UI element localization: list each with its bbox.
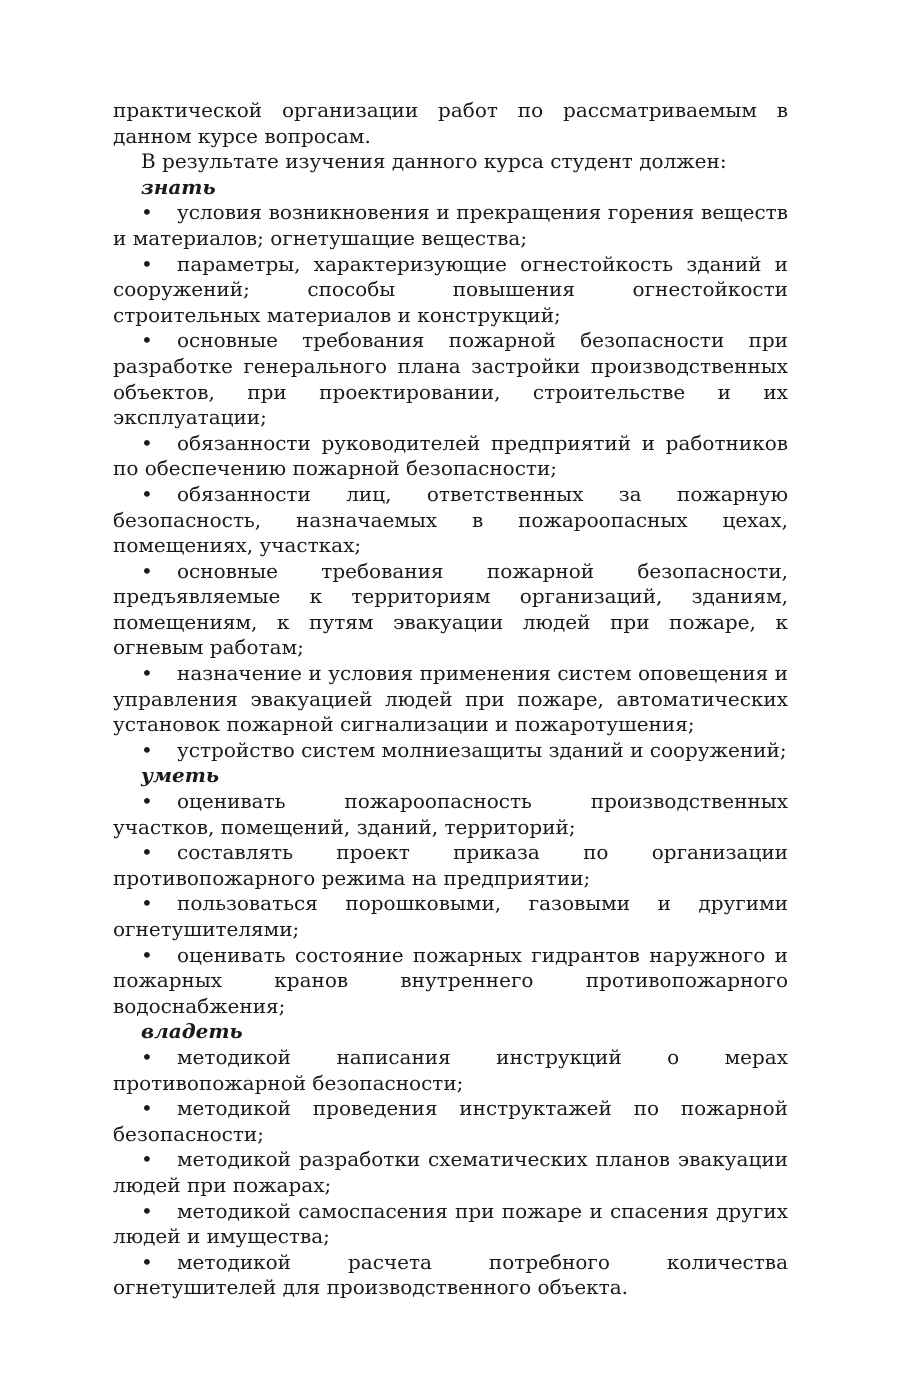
section-know xyxy=(113,175,788,764)
list-item xyxy=(113,559,788,661)
bullet-icon: • xyxy=(141,481,153,506)
section-heading-know: знать xyxy=(141,174,216,199)
bullet-icon: • xyxy=(141,430,153,455)
list-item-text: устройство систем молниезащиты зданий и сооружений; xyxy=(177,737,787,762)
section-heading-can: уметь xyxy=(141,763,220,788)
list-item xyxy=(113,1199,788,1250)
list-item-text: методикой написания инструкций о мерах противопожарной безопасности; xyxy=(113,1044,788,1095)
list-item-text: оценивать состояние пожарных гидрантов наружного и пожарных кранов внутреннего противопожарного водоснабжения; xyxy=(113,942,788,1018)
list-item xyxy=(113,200,788,251)
list-item-text: условия возникновения и прекращения горения веществ и материалов; огнетушащие вещества; xyxy=(113,200,788,250)
section-heading-master: владеть xyxy=(141,1019,243,1044)
bullet-icon: • xyxy=(141,200,153,225)
list-item-text: параметры, характеризующие огнестойкость зданий и сооружений; способы повышения огнестойкости строительных материалов и конструкций; xyxy=(113,251,788,327)
document-page xyxy=(113,98,788,1301)
list-item-text: методикой расчета потребного количества огнетушителей для производственного объекта. xyxy=(113,1249,788,1300)
bullet-icon: • xyxy=(141,942,153,967)
bullet-icon: • xyxy=(141,840,153,865)
list-item xyxy=(113,661,788,738)
bullet-icon: • xyxy=(141,328,153,353)
bullet-icon: • xyxy=(141,1147,153,1172)
list-item xyxy=(113,1250,788,1301)
bullet-icon: • xyxy=(141,251,153,276)
list-item xyxy=(113,789,788,840)
bullet-icon: • xyxy=(141,558,153,583)
bullet-icon: • xyxy=(141,1249,153,1274)
list-item-text: обязанности лиц, ответственных за пожарную безопасность, назначаемых в пожароопасных цехах, помещениях, участках; xyxy=(113,481,788,558)
list-item-text: методикой самоспасения при пожаре и спасения других людей и имущества; xyxy=(113,1198,788,1249)
list-item xyxy=(113,328,788,430)
bullet-icon: • xyxy=(141,1198,153,1223)
list-item-text: методикой разработки схематических планов эвакуации людей при пожарах; xyxy=(113,1147,788,1197)
intro-continuation: практической организации работ по рассматриваемым в данном курсе вопросам. xyxy=(113,98,788,148)
list-item-text: составлять проект приказа по организации противопожарного режима на предприятии; xyxy=(113,840,788,890)
list-item xyxy=(113,943,788,1020)
section-master xyxy=(113,1019,788,1301)
list-item xyxy=(113,1147,788,1198)
list-item-text: назначение и условия применения систем оповещения и управления эвакуацией людей при пожаре, автоматических установок пожарной сигнализации и пожаротушения; xyxy=(113,661,788,737)
list-item xyxy=(113,431,788,482)
list-item-text: обязанности руководителей предприятий и работников по обеспечению пожарной безопасности; xyxy=(113,430,788,481)
list-item-text: основные требования пожарной безопасности, предъявляемые к территориям организаций, зданиям, помещениям, к путям эвакуации людей при пожаре, к огневым работам; xyxy=(113,558,788,660)
list-item xyxy=(113,1096,788,1147)
bullet-icon: • xyxy=(141,737,153,762)
list-item-text: методикой проведения инструктажей по пожарной безопасности; xyxy=(113,1096,788,1146)
list-item-text: оценивать пожароопасность производственных участков, помещений, зданий, территорий; xyxy=(113,789,788,839)
list-item-text: пользоваться порошковыми, газовыми и другими огнетушителями; xyxy=(113,891,788,941)
bullet-icon: • xyxy=(141,1044,153,1069)
list-item xyxy=(113,1045,788,1096)
list-item xyxy=(113,840,788,891)
intro-lead: В результате изучения данного курса студент должен: xyxy=(141,149,727,174)
bullet-icon: • xyxy=(141,891,153,916)
list-item xyxy=(113,482,788,559)
list-item-text: основные требования пожарной безопасности при разработке генерального плана застройки производственных объектов, при проектировании, строительстве и их эксплуатации; xyxy=(113,328,788,430)
list-item xyxy=(113,738,788,764)
list-item xyxy=(113,252,788,329)
list-item xyxy=(113,891,788,942)
section-can xyxy=(113,763,788,1019)
bullet-icon: • xyxy=(141,1096,153,1121)
bullet-icon: • xyxy=(141,661,153,686)
bullet-icon: • xyxy=(141,789,153,814)
